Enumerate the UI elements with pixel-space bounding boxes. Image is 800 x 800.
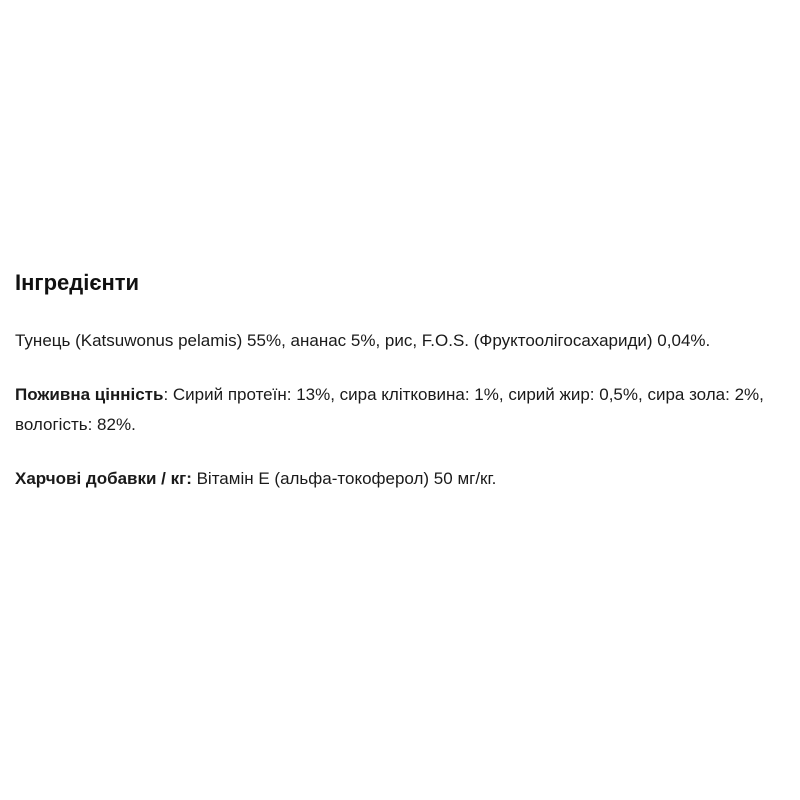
nutrition-label: Поживна цінність — [15, 385, 164, 404]
ingredients-body: Тунець (Katsuwonus pelamis) 55%, ананас 5%, рис, F.O.S. (Фруктоолігосахариди) 0,04%. — [15, 331, 711, 350]
ingredients-heading: Інгредієнти — [15, 270, 140, 295]
nutrition-body: : Сирий протеїн: 13%, сира клітковина: 1%, сирий жир: 0,5%, сира зола: 2%, вологість: 82%. — [15, 385, 764, 434]
ingredients-text — [15, 326, 800, 356]
additives-label: Харчові добавки / кг: — [15, 469, 192, 488]
product-description — [15, 268, 795, 518]
additives-paragraph — [15, 464, 795, 494]
additives-body: Вітамін E (альфа-токоферол) 50 мг/кг. — [191, 469, 497, 488]
nutrition-paragraph — [15, 380, 795, 440]
